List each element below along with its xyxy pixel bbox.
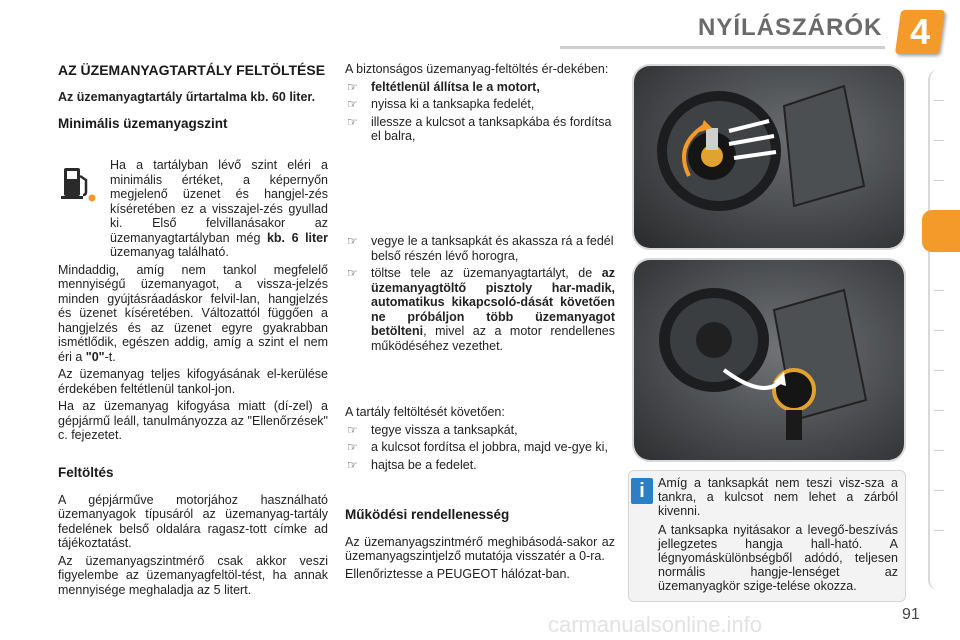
list-item-text: a kulcsot fordítsa el jobbra, majd ve-gye ki, [371,440,608,454]
rail-tick [934,530,944,531]
list-item [345,97,615,112]
hand-pointer-icon: ☞ [347,266,358,280]
fault-section [345,508,615,581]
filling-paragraph-1: A gépjárműve motorjához használható üzemanyagok típusáról az üzemanyag-tartály fedelének belső oldalára ragasz-tott címke ad tájékoztatást. [58,492,328,550]
min-paragraph-2 [58,263,328,365]
info-paragraph-1: Amíg a tanksapkát nem teszi visz-sza a tankra, a kulcsot nem lehet a zárból kivenni. [658,476,898,519]
list-item [345,423,615,438]
hand-pointer-icon: ☞ [347,114,358,129]
middle-column-mid [345,234,615,353]
min-paragraph-1 [58,158,328,260]
list-item-text: feltétlenül állítsa le a motort, [371,79,540,94]
text-run-bold: az üzemanyagtöltő pisztoly har-madik, automatikus kikapcsoló-dását követően ne próbáljon több üzemanyagot betölteni [371,266,615,338]
hand-pointer-icon: ☞ [347,440,358,454]
text-run: töltse tele az üzemanyagtartályt, de [371,266,602,280]
info-text [658,476,898,594]
watermark: carmanualsonline.info [548,612,763,637]
list-item [345,440,615,455]
min-paragraph-3: Az üzemanyag teljes kifogyásának el-kerülése érdekében feltétlenül tankol-jon. [58,367,328,396]
list-item [345,115,615,144]
filling-heading: Feltöltés [58,465,114,480]
list-item [345,266,615,353]
list-item-text [371,266,615,353]
list-item-text: nyissa ki a tanksapka fedelét, [371,97,535,111]
left-column [58,62,328,131]
text-run: Mindaddig, amíg nem tankol megfelelő mennyiségű üzemanyagot, a vissza-jelzés minden gyújtásráadáskor felvil-lan, hangjelzés és üzenet kíséretében. Változattól függően a hangjelzés és az üzenet egyre gyakrabban ismétlődik, egészen addig, amíg a szint el nem éri a [58,262,328,364]
safety-intro: A biztonságos üzemanyag-feltöltés ér-dekében: [345,62,609,76]
fault-heading: Működési rendellenesség [345,507,510,522]
chapter-number: 4 [909,11,931,52]
rail-tick [934,140,944,141]
active-chapter-tab[interactable] [922,210,960,252]
text-run: -t. [104,349,116,364]
hand-pointer-icon: ☞ [347,234,358,248]
rail-tick [934,410,944,411]
page-number: 91 [902,606,920,623]
rail-tick [934,450,944,451]
rail-tick [934,180,944,181]
chapter-tab-rail [928,70,960,590]
text-run: Ha a tartályban lévő szint eléri a minimális értéket, a képernyőn megjelenő üzenet és hangjel-zés kíséretében ez a visszajel-zés gyullad ki. Első felvillanásakor az üzemanyagtartályban még [110,158,328,245]
rail-tick [934,330,944,331]
after-filling-intro: A tartály feltöltését követően: [345,405,505,419]
info-icon: i [631,478,653,504]
rail-tick [934,100,944,101]
text-run: üzemanyag található. [110,245,229,259]
min-level-text [58,158,328,443]
hand-pointer-icon: ☞ [347,79,358,94]
rail-tick [934,290,944,291]
filling-paragraph-2: Az üzemanyagszintmérő csak akkor veszi figyelembe az üzemanyagfeltöl-tést, ha annak mennyisége meghaladja az 5 litert. [58,553,328,597]
fuel-cap-hook-photo [632,258,906,462]
list-item [345,234,615,263]
hand-pointer-icon: ☞ [347,422,358,437]
hand-pointer-icon: ☞ [347,97,358,111]
fault-paragraph-2: Ellenőriztesse a PEUGEOT hálózat-ban. [345,566,570,581]
middle-column-top [345,62,615,144]
middle-column-after [345,405,615,472]
text-run: , mivel az a motor rendellenes működéséhez vezethet. [371,324,615,353]
tank-capacity: Az üzemanyagtartály űrtartalma kb. 60 liter. [58,90,316,104]
header-rule [560,46,885,49]
info-paragraph-2: A tanksapka nyitásakor a levegő-beszívás jellegzetes hangja hall-ható. A légnyomáskülönbségből adódó, teljesen normális hangje-lenséget az üzemanyagkör szige-telése okozza. [658,522,898,594]
fuel-flap-key-photo [632,64,906,250]
chapter-title: NYÍLÁSZÁRÓK [698,14,883,41]
fuel-flap-illustration [634,66,904,248]
filling-section [58,466,328,597]
section-title: AZ ÜZEMANYAGTARTÁLY FELTÖLTÉSE [58,62,326,78]
rail-tick [934,490,944,491]
hand-pointer-icon: ☞ [347,457,358,472]
fuel-cap-illustration [634,260,904,460]
list-item [345,458,615,473]
page-header [0,0,960,60]
list-item-text: vegye le a tanksapkát és akassza rá a fedél belső részén lévő horogra, [371,234,614,263]
text-run-bold: "0" [85,349,105,364]
text-run-bold: kb. 6 liter [266,230,328,245]
list-item [345,80,615,95]
rail-tick [934,370,944,371]
list-item-text: illessze a kulcsot a tanksapkába és fordítsa el balra, [371,114,612,143]
fault-paragraph-1: Az üzemanyagszintmérő meghibásodá-sakor az üzemanyagszintjelző mutatója visszatér a 0-ra. [345,534,615,563]
list-item-text: tegye vissza a tanksapkát, [371,422,518,437]
min-paragraph-4: Ha az üzemanyag kifogyása miatt (dí-zel) a gépjármű leáll, tanulmányozza az "Ellenőrzések" c. fejezetet. [58,399,328,442]
list-item-text: hajtsa be a fedelet. [371,457,477,472]
min-level-heading: Minimális üzemanyagszint [58,115,228,131]
